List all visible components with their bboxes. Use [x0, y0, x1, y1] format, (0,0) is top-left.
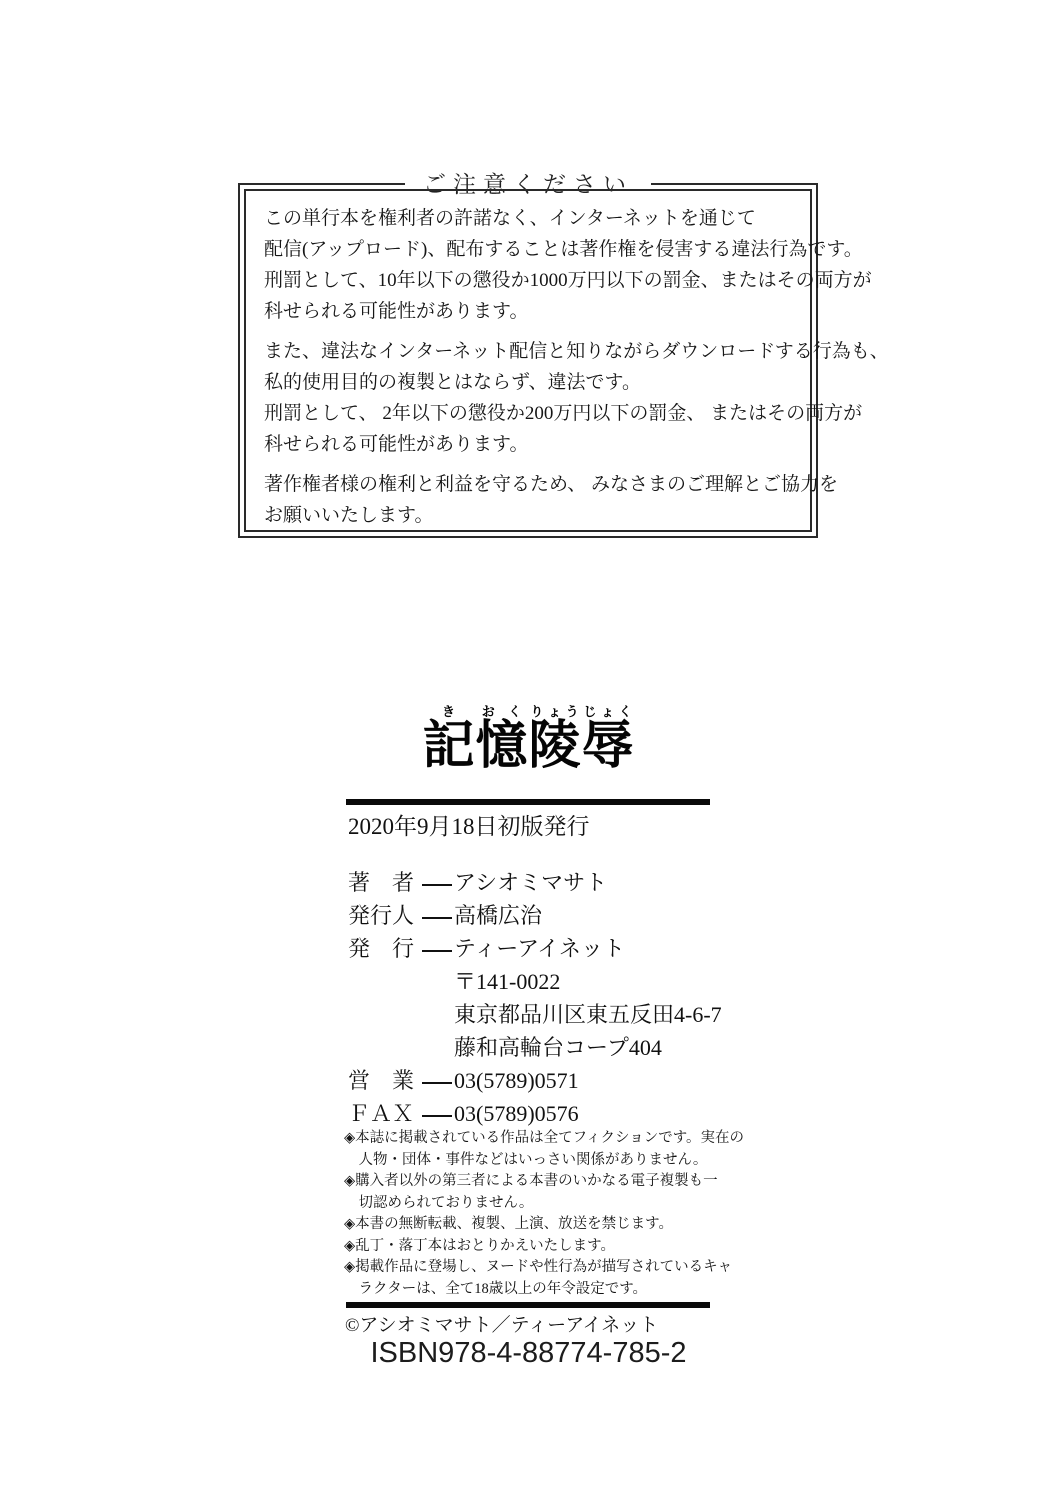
title-furigana: じょく	[581, 704, 635, 719]
notice-line: 配信(アップロード)、配布することは著作権を侵害する違法行為です。	[264, 239, 863, 260]
separator-dash	[422, 884, 452, 886]
notice-paragraph-request	[264, 469, 838, 531]
separator-dash	[422, 917, 452, 919]
notice-line: 科せられる可能性があります。	[264, 434, 529, 455]
note-line: ◈購入者以外の第三者による本書のいかなる電子複製も一	[344, 1173, 718, 1189]
notice-line: この単行本を権利者の許諾なく、インターネットを通じて	[264, 208, 756, 229]
pub-row-publisher-person	[348, 899, 722, 932]
address-line-postal: 〒141-0022	[454, 969, 561, 994]
title-kanji: 辱	[581, 718, 635, 775]
title-furigana: おく	[475, 704, 529, 719]
pub-row-value: 03(5789)0571	[454, 1068, 579, 1093]
notice-line: お願いいたします。	[264, 505, 434, 526]
note-line: ラクターは、全て18歳以上の年令設定です。	[344, 1280, 648, 1297]
title-ruby-segment	[581, 704, 635, 775]
pub-row-publisher-company	[348, 932, 722, 965]
note-line: ◈本誌に掲載されている作品は全てフィクションです。実在の	[344, 1130, 745, 1146]
notice-paragraph-upload	[264, 203, 872, 327]
title-furigana: き	[422, 704, 476, 719]
separator-dash	[422, 1082, 452, 1084]
notice-line: 刑罰として、 2年以下の懲役か200万円以下の罰金、 またはその両方が	[264, 403, 863, 424]
title-divider-rule	[346, 799, 710, 805]
title-kanji: 憶	[475, 718, 529, 775]
pub-row-fax	[348, 1097, 722, 1130]
separator-dash	[422, 1115, 452, 1117]
pub-row-author	[348, 866, 722, 899]
note-line: ◈掲載作品に登場し、ヌードや性行為が描写されているキャ	[344, 1259, 733, 1275]
book-title	[345, 704, 712, 775]
colophon-notes	[344, 1128, 744, 1300]
title-ruby-segment	[422, 704, 476, 775]
notice-line: 著作権者様の権利と利益を守るため、 みなさまのご理解とご協力を	[264, 474, 838, 495]
separator-dash	[422, 950, 452, 952]
address-line-street: 東京都品川区東五反田4-6-7	[454, 1002, 722, 1027]
notice-title: ご注意ください	[405, 170, 651, 200]
note-line: 人物・団体・事件などはいっさい関係がありません。	[344, 1151, 708, 1168]
pub-row-label: 発行人	[348, 903, 415, 928]
isbn-number: ISBN978-4-88774-785-2	[370, 1337, 687, 1369]
notice-line: また、違法なインターネット配信と知りながらダウンロードする行為も、	[264, 341, 889, 362]
title-furigana: りょう	[528, 704, 582, 719]
pub-row-label: ＦＡＸ	[348, 1101, 415, 1126]
pub-row-value: アシオミマサト	[454, 870, 608, 895]
pub-row-value: 03(5789)0576	[454, 1101, 579, 1126]
pub-row-label: 発 行	[348, 936, 415, 961]
publication-info	[348, 866, 722, 1130]
bottom-divider-rule	[346, 1302, 710, 1308]
pub-row-value: 高橋広治	[454, 903, 543, 928]
pub-row-label: 著 者	[348, 870, 415, 895]
title-ruby-segment	[528, 704, 582, 775]
pub-row-label: 営 業	[348, 1068, 415, 1093]
title-kanji: 陵	[528, 718, 582, 775]
note-line: ◈本書の無断転載、複製、上演、放送を禁じます。	[344, 1216, 673, 1232]
address-line-building: 藤和高輪台コープ404	[454, 1035, 662, 1060]
pub-row-sales-phone	[348, 1064, 722, 1097]
pub-row-value: ティーアイネット	[454, 936, 625, 961]
notice-line: 刑罰として、10年以下の懲役か1000万円以下の罰金、またはその両方が	[264, 270, 872, 291]
notice-paragraph-download	[264, 336, 889, 460]
edition-date: 2020年9月18日初版発行	[348, 814, 590, 839]
notice-body	[244, 189, 889, 532]
note-line: 切認められておりません。	[344, 1194, 534, 1211]
title-kanji: 記	[422, 718, 476, 775]
copyright-line: ©アシオミマサト／ティーアイネット	[345, 1315, 659, 1336]
notice-line: 私的使用目的の複製とはならず、違法です。	[264, 372, 641, 393]
note-line: ◈乱丁・落丁本はおとりかえいたします。	[344, 1237, 615, 1254]
copyright-notice-box	[238, 172, 889, 538]
title-ruby-segment	[475, 704, 529, 775]
notice-line: 科せられる可能性があります。	[264, 301, 529, 322]
